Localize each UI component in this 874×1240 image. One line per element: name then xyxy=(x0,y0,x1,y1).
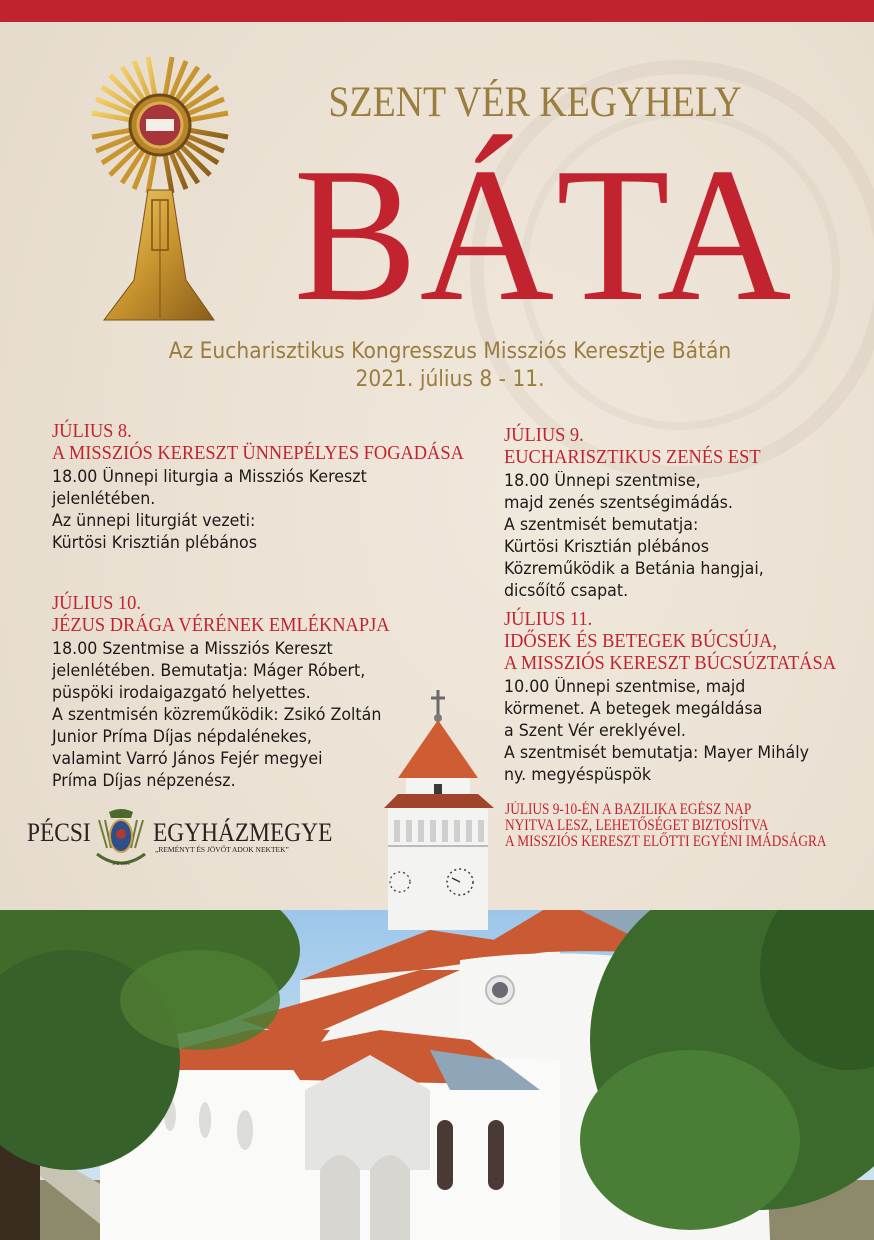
event-body-line: Kürtösi Krisztián plébános xyxy=(504,537,709,556)
opening-notice xyxy=(505,802,827,850)
event-body-line: 10.00 Ünnepi szentmise, majd xyxy=(504,677,746,696)
event-body-line: Príma Díjas népzenész. xyxy=(52,771,236,790)
event-body xyxy=(504,470,772,602)
event-body xyxy=(504,676,850,786)
event-date: JÚLIUS 9. xyxy=(504,424,584,446)
event-date: JÚLIUS 8. xyxy=(52,420,132,442)
event-body-line: 18.00 Szentmise a Missziós Kereszt xyxy=(52,639,333,658)
logo-text-left: PÉCSI xyxy=(27,818,91,847)
event-july-11 xyxy=(504,608,865,786)
tagline-line-1: Az Eucharisztikus Kongresszus Missziós Keresztje Bátán xyxy=(168,339,732,364)
event-body xyxy=(52,466,482,554)
event-body-line: Az ünnepi liturgiát vezeti: xyxy=(52,511,256,530)
bell-tower xyxy=(378,690,498,930)
event-july-10 xyxy=(52,592,419,792)
event-date: JÚLIUS 10. xyxy=(52,592,141,614)
event-date: JÚLIUS 11. xyxy=(504,608,593,630)
event-body-line: majd zenés szentségimádás. xyxy=(504,493,733,512)
top-bar xyxy=(0,0,874,22)
event-heading: EUCHARISZTIKUS ZENÉS EST xyxy=(504,446,761,468)
event-body-line: a Szent Vér ereklyével. xyxy=(504,721,686,740)
event-heading: JÉZUS DRÁGA VÉRÉNEK EMLÉKNAPJA xyxy=(52,614,390,636)
logo-text-right: EGYHÁZMEGYE xyxy=(153,818,333,847)
notice-line: JÚLIUS 9-10-ÉN A BAZILIKA EGÉSZ NAP xyxy=(505,801,752,818)
notice-line: A MISSZIÓS KERESZT ELŐTTI EGYÉNI IMÁDSÁGRA xyxy=(505,833,827,850)
notice-line: NYITVA LESZ, LEHETŐSÉGET BIZTOSÍTVA xyxy=(505,817,769,834)
logo-motto: „REMÉNYT ÉS JÖVŐT ADOK NEKTEK” xyxy=(155,845,289,854)
church-illustration xyxy=(0,910,874,1240)
event-heading: A MISSZIÓS KERESZT BÚCSÚZTATÁSA xyxy=(504,652,836,674)
event-body-line: Junior Príma Díjas népdalénekes, xyxy=(52,727,312,746)
event-body-line: jelenlétében. xyxy=(52,489,156,508)
tagline-line-2: 2021. július 8 - 11. xyxy=(355,367,545,392)
event-body-line: dicsőítő csapat. xyxy=(504,581,629,600)
event-body-line: 18.00 Ünnepi szentmise, xyxy=(504,471,701,490)
event-body-line: ny. megyéspüspök xyxy=(504,765,652,784)
monstrance-image xyxy=(90,50,230,322)
event-july-8 xyxy=(52,420,500,554)
event-body-line: A szentmisén közreműködik: Zsikó Zoltán xyxy=(52,705,382,724)
page-title: BÁTA xyxy=(293,128,794,341)
event-body xyxy=(52,638,404,792)
event-body-line: jelenlétében. Bemutatja: Máger Róbert, xyxy=(52,661,366,680)
diocese-logo xyxy=(27,808,333,868)
coat-of-arms-icon xyxy=(91,808,151,868)
sanctuary-subtitle: SZENT VÉR KEGYHELY xyxy=(328,79,742,126)
event-body-line: Közreműködik a Betánia hangjai, xyxy=(504,559,764,578)
event-body-line: 18.00 Ünnepi liturgia a Missziós Kereszt xyxy=(52,467,367,486)
event-july-9 xyxy=(504,424,783,602)
svg-text:A·D·1009: A·D·1009 xyxy=(112,861,130,866)
event-body-line: körmenet. A betegek megáldása xyxy=(504,699,763,718)
event-body-line: A szentmisét bemutatja: Mayer Mihály xyxy=(504,743,810,762)
event-heading: IDŐSEK ÉS BETEGEK BÚCSÚJA, xyxy=(504,630,777,652)
event-body-line: püspöki irodaigazgató helyettes. xyxy=(52,683,311,702)
event-body-line: valamint Varró János Fejér megyei xyxy=(52,749,323,768)
event-body-line: Kürtösi Krisztián plébános xyxy=(52,533,257,552)
event-body-line: A szentmisét bemutatja: xyxy=(504,515,699,534)
tagline xyxy=(110,338,791,394)
event-heading: A MISSZIÓS KERESZT ÜNNEPÉLYES FOGADÁSA xyxy=(52,442,464,464)
church-photo xyxy=(0,910,874,1240)
